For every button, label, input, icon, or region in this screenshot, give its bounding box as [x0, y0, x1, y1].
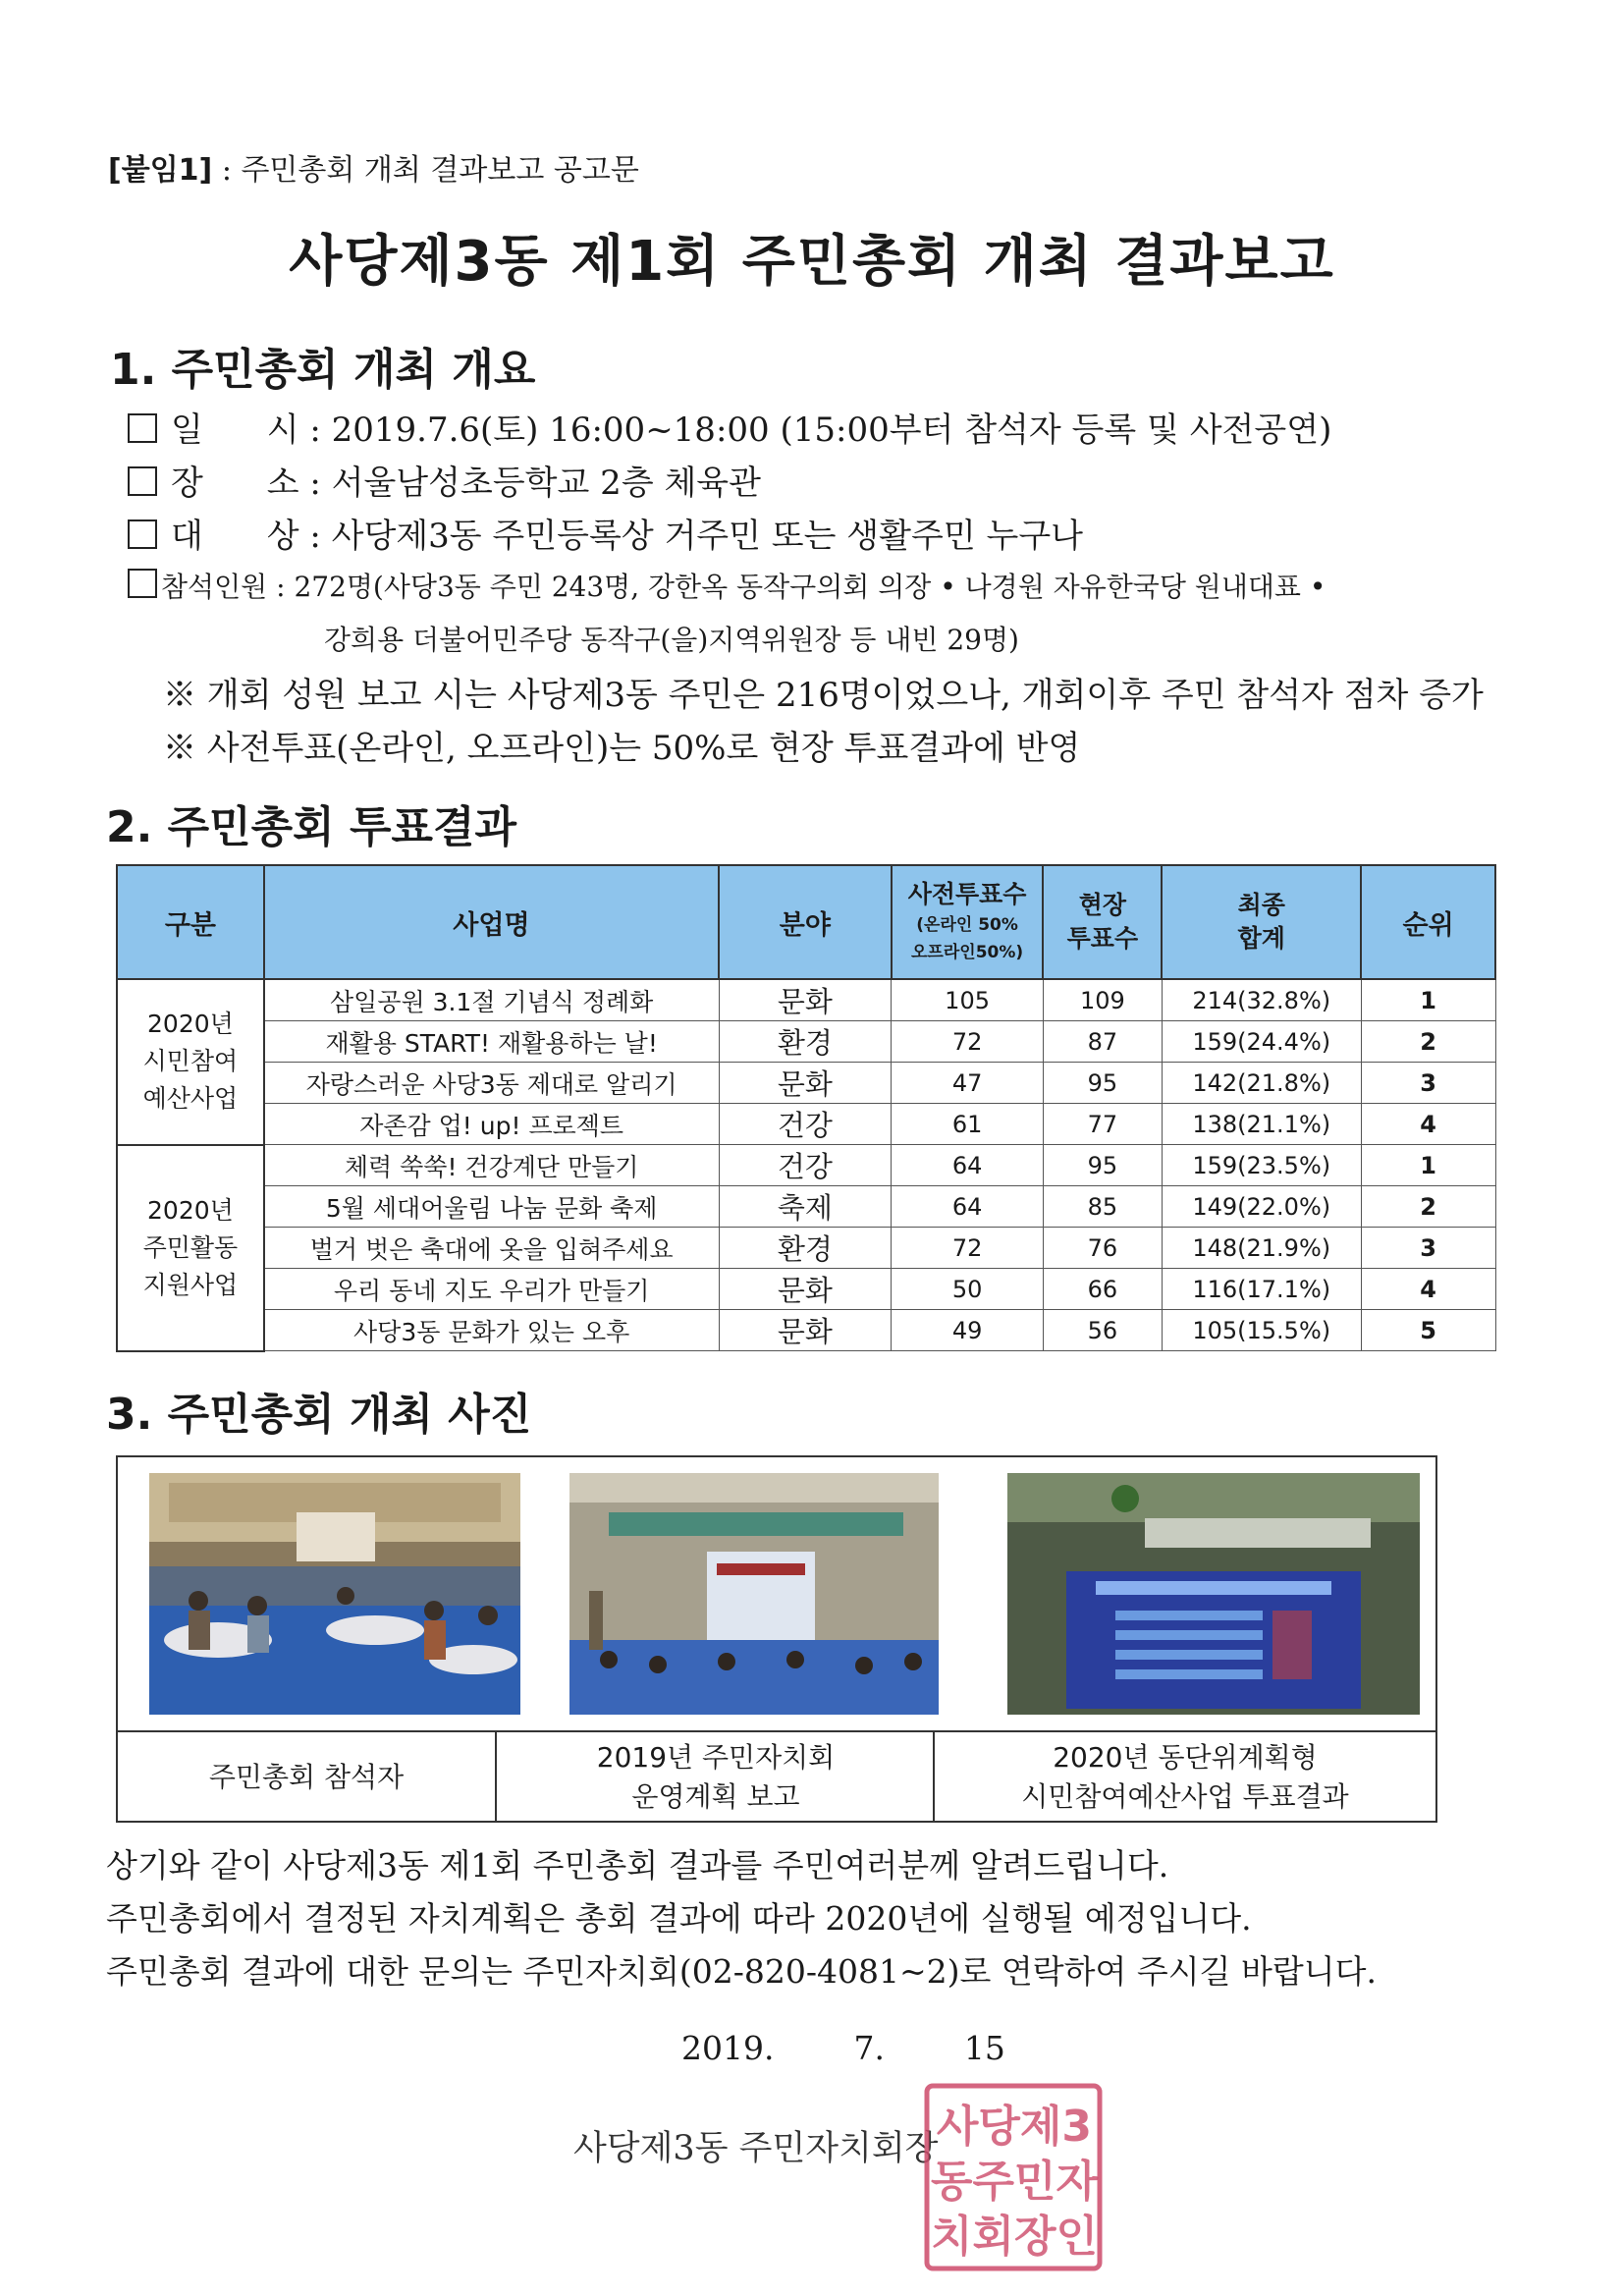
header-total: [1162, 865, 1361, 979]
attachment-text: : 주민총회 개최 결과보고 공고문: [221, 153, 639, 188]
header-pre-vote: [892, 865, 1044, 979]
info-value: : 서울남성초등학교 2층 체육관: [309, 464, 761, 503]
project-field: 문화: [719, 979, 892, 1021]
caption-vote-screen: [933, 1732, 1435, 1823]
project-name: 자존감 업! up! 프로젝트: [264, 1104, 719, 1145]
rank: 1: [1361, 1145, 1495, 1186]
info-label: 일 시: [171, 410, 299, 450]
header-pre-vote-sub1: (온라인 50%: [916, 915, 1018, 935]
header-name: 사업명: [264, 865, 719, 979]
header-field: 분야: [719, 865, 892, 979]
header-onsite-2: 투표수: [1066, 924, 1139, 953]
rank: 4: [1361, 1269, 1495, 1310]
total-votes: 159(24.4%): [1162, 1021, 1361, 1063]
photo-caption-row: [118, 1730, 1435, 1823]
group-label-line: 지원사업: [142, 1270, 239, 1299]
info-item-place: [128, 456, 761, 504]
onsite-vote-count: 87: [1043, 1021, 1162, 1063]
project-field: 축제: [719, 1186, 892, 1228]
group-cell: [117, 1145, 264, 1351]
table-row: [117, 1063, 1495, 1104]
project-field: 환경: [719, 1228, 892, 1269]
caption-presentation: [495, 1732, 935, 1823]
project-name: 재활용 START! 재활용하는 날!: [264, 1021, 719, 1063]
group-label-line: 2020년: [147, 1195, 234, 1225]
info-value: : 사당제3동 주민등록상 거주민 또는 생활주민 누구나: [309, 517, 1084, 556]
pre-vote-count: 72: [892, 1228, 1044, 1269]
photo-attendees: [149, 1473, 520, 1715]
total-votes: 138(21.1%): [1162, 1104, 1361, 1145]
section2-heading: 2. 주민총회 투표결과: [106, 802, 516, 852]
photo-presentation: [569, 1473, 939, 1715]
caption-attendees: [118, 1732, 495, 1823]
project-field: 문화: [719, 1310, 892, 1351]
table-row: [117, 1186, 1495, 1228]
group-label-line: 시민참여: [142, 1047, 239, 1076]
checkbox-icon: [128, 413, 157, 443]
pre-vote-count: 105: [892, 979, 1044, 1021]
total-votes: 149(22.0%): [1162, 1186, 1361, 1228]
official-seal: [921, 2080, 1108, 2280]
onsite-vote-count: 85: [1043, 1186, 1162, 1228]
caption-line: 시민참여예산사업 투표결과: [1021, 1780, 1349, 1813]
header-total-1: 최종: [1237, 891, 1285, 919]
project-field: 문화: [719, 1063, 892, 1104]
issuer: 사당제3동 주민자치회장: [573, 2129, 939, 2168]
total-votes: 214(32.8%): [1162, 979, 1361, 1021]
total-votes: 142(21.8%): [1162, 1063, 1361, 1104]
closing-line-2: 주민총회에서 결정된 자치계획은 총회 결과에 따라 2020년에 실행될 예정입니다.: [106, 1899, 1252, 1938]
total-votes: 159(23.5%): [1162, 1145, 1361, 1186]
rank: 5: [1361, 1310, 1495, 1351]
table-row: [117, 979, 1495, 1021]
vote-results-table: [116, 864, 1496, 1352]
section3-heading: 3. 주민총회 개최 사진: [106, 1390, 532, 1440]
onsite-vote-count: 77: [1043, 1104, 1162, 1145]
onsite-vote-count: 76: [1043, 1228, 1162, 1269]
onsite-vote-count: 95: [1043, 1063, 1162, 1104]
project-field: 환경: [719, 1021, 892, 1063]
project-name: 자랑스러운 사당3동 제대로 알리기: [264, 1063, 719, 1104]
pre-vote-count: 47: [892, 1063, 1044, 1104]
group-label-line: 예산사업: [142, 1084, 239, 1114]
project-name: 벌거 벗은 축대에 옷을 입혀주세요: [264, 1228, 719, 1269]
group-cell: [117, 979, 264, 1145]
info-label: 장 소: [171, 464, 299, 503]
checkbox-icon: [128, 519, 157, 549]
seal-line: 사당제3: [936, 2102, 1093, 2152]
photo-panel: [116, 1455, 1437, 1823]
rank: 1: [1361, 979, 1495, 1021]
project-name: 사당3동 문화가 있는 오후: [264, 1310, 719, 1351]
onsite-vote-count: 95: [1043, 1145, 1162, 1186]
header-pre-vote-sub2: 오프라인50%): [911, 943, 1024, 962]
section1-heading: 1. 주민총회 개최 개요: [110, 345, 536, 395]
info-value: : 2019.7.6(토) 16:00~18:00 (15:00부터 참석자 등록 및 사전공연): [309, 410, 1332, 450]
header-onsite: [1043, 865, 1162, 979]
rank: 2: [1361, 1021, 1495, 1063]
closing-line-1: 상기와 같이 사당제3동 제1회 주민총회 결과를 주민여러분께 알려드립니다.: [106, 1846, 1169, 1885]
closing-line-3: 주민총회 결과에 대한 문의는 주민자치회(02-820-4081~2)로 연락하여 주시길 바랍니다.: [106, 1952, 1378, 1991]
info-item-target: [128, 509, 1083, 557]
caption-line: 주민총회 참석자: [208, 1761, 405, 1793]
group-label-line: 2020년: [147, 1010, 234, 1039]
seal-line: 치회장인: [930, 2212, 1099, 2262]
onsite-vote-count: 109: [1043, 979, 1162, 1021]
info-label: 대 상: [171, 517, 299, 556]
caption-line: 운영계획 보고: [631, 1780, 800, 1813]
pre-vote-count: 61: [892, 1104, 1044, 1145]
project-name: 체력 쑥쑥! 건강계단 만들기: [264, 1145, 719, 1186]
table-row: [117, 1104, 1495, 1145]
header-group: 구분: [117, 865, 264, 979]
header-total-2: 합계: [1237, 924, 1285, 953]
seal-line: 동주민자: [930, 2157, 1099, 2207]
total-votes: 148(21.9%): [1162, 1228, 1361, 1269]
group-label-line: 주민활동: [142, 1232, 239, 1262]
pre-vote-count: 64: [892, 1186, 1044, 1228]
header-onsite-1: 현장: [1078, 891, 1127, 919]
project-name: 삼일공원 3.1절 기념식 정례화: [264, 979, 719, 1021]
table-header-row: [117, 865, 1495, 979]
project-field: 건강: [719, 1145, 892, 1186]
total-votes: 105(15.5%): [1162, 1310, 1361, 1351]
page-title: 사당제3동 제1회 주민총회 개최 결과보고: [289, 230, 1335, 294]
info-label: 참석인원: [161, 571, 268, 603]
onsite-vote-count: 66: [1043, 1269, 1162, 1310]
table-row: [117, 1228, 1495, 1269]
pre-vote-count: 49: [892, 1310, 1044, 1351]
note-2: ※ 사전투표(온라인, 오프라인)는 50%로 현장 투표결과에 반영: [163, 729, 1081, 768]
project-field: 문화: [719, 1269, 892, 1310]
project-name: 우리 동네 지도 우리가 만들기: [264, 1269, 719, 1310]
rank: 4: [1361, 1104, 1495, 1145]
pre-vote-count: 64: [892, 1145, 1044, 1186]
attachment-line: [108, 145, 639, 189]
attendance-continued: 강희용 더불어민주당 동작구(을)지역위원장 등 내빈 29명): [324, 624, 1019, 656]
caption-line: 2019년 주민자치회: [596, 1741, 836, 1774]
rank: 2: [1361, 1186, 1495, 1228]
table-row: [117, 1310, 1495, 1351]
table-row: [117, 1021, 1495, 1063]
table-row: [117, 1269, 1495, 1310]
table-row: [117, 1145, 1495, 1186]
info-value: : 272명(사당3동 주민 243명, 강한옥 동작구의회 의장 • 나경원 자유한국당 원내대표 •: [276, 571, 1326, 603]
total-votes: 116(17.1%): [1162, 1269, 1361, 1310]
project-field: 건강: [719, 1104, 892, 1145]
pre-vote-count: 50: [892, 1269, 1044, 1310]
checkbox-icon: [128, 569, 157, 598]
info-item-date: [128, 403, 1331, 451]
document-date: 2019. 7. 15: [681, 2029, 1005, 2067]
note-1: ※ 개회 성원 보고 시는 사당제3동 주민은 216명이었으나, 개회이후 주민 참석자 점차 증가: [163, 676, 1484, 715]
checkbox-icon: [128, 466, 157, 496]
header-rank: 순위: [1361, 865, 1495, 979]
info-item-attendance: [128, 566, 1326, 605]
onsite-vote-count: 56: [1043, 1310, 1162, 1351]
photo-vote-screen: [1007, 1473, 1420, 1715]
rank: 3: [1361, 1063, 1495, 1104]
header-pre-vote-title: 사전투표수: [907, 880, 1027, 908]
attachment-tag: [붙임1]: [108, 153, 213, 188]
pre-vote-count: 72: [892, 1021, 1044, 1063]
rank: 3: [1361, 1228, 1495, 1269]
caption-line: 2020년 동단위계획형: [1053, 1741, 1318, 1774]
project-name: 5월 세대어울림 나눔 문화 축제: [264, 1186, 719, 1228]
